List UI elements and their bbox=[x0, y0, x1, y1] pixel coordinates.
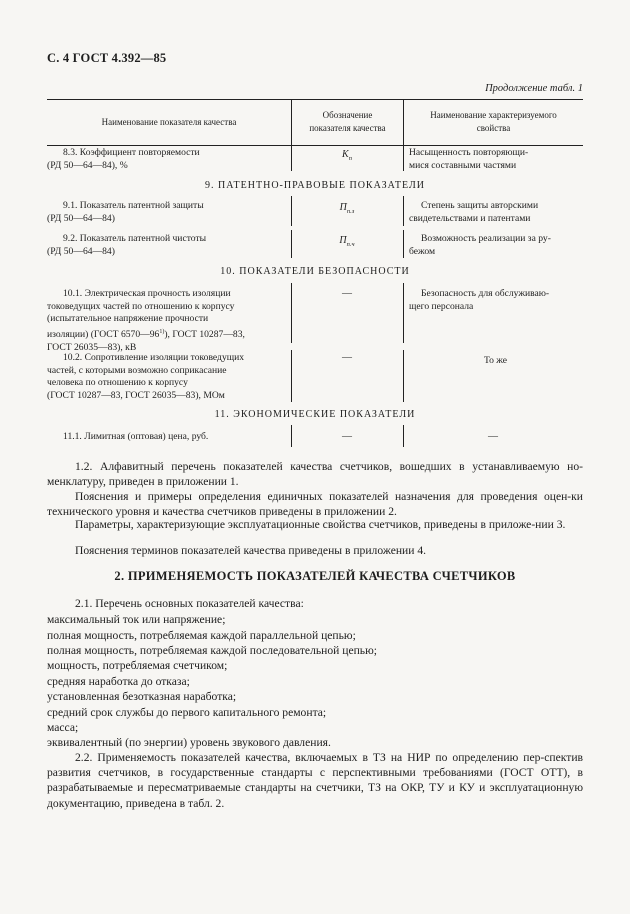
row-divider bbox=[403, 196, 404, 226]
row-divider bbox=[403, 425, 404, 447]
row-10-2-property: То же bbox=[483, 355, 508, 366]
list-item: установленная безотказная наработка; bbox=[47, 690, 237, 703]
row-divider bbox=[291, 230, 292, 258]
paragraph-2-2: 2.2. Применяемость показателей качества, включаемых в ТЗ на НИР по определению пер-спектив развития счетчиков, в государственные стандарты с перспективными требованиями (ГОСТ ОТТ), в разрабатываемые и пересматриваемые стандарты на счетчики, ТЗ на ОКР, ТУ и КУ и эксплуатационную документацию, приведена в табл. 2. bbox=[47, 751, 583, 810]
row-11-1-name: 11.1. Лимитная (оптовая) цена, руб. bbox=[63, 431, 209, 442]
paragraph-appendix-4: Пояснения терминов показателей качества приведены в приложении 4. bbox=[75, 544, 427, 557]
row-divider bbox=[291, 425, 292, 447]
section-10-heading: 10. ПОКАЗАТЕЛИ БЕЗОПАСНОСТИ bbox=[220, 266, 410, 277]
row-9-2-symbol: $П_{п.ч}$ bbox=[339, 235, 355, 248]
list-intro: 2.1. Перечень основных показателей качества: bbox=[75, 597, 304, 610]
row-divider bbox=[403, 230, 404, 258]
row-9-1-property: Степень защиты авторскими свидетельствами и патентами bbox=[409, 200, 539, 224]
table-top-rule bbox=[47, 99, 583, 100]
row-9-2-name: 9.2. Показатель патентной чистоты (РД 50—64—84) bbox=[47, 233, 207, 257]
row-8-3-property: Насыщенность повторяющи- мися составными частями bbox=[409, 147, 529, 171]
paragraph-appendix-3: Параметры, характеризующие эксплуатационные свойства счетчиков, приведены в приложе-нии 3. bbox=[75, 518, 566, 531]
row-9-1-name: 9.1. Показатель патентной защиты (РД 50—64—84) bbox=[47, 200, 204, 224]
row-9-1-symbol: $П_{п.з}$ bbox=[339, 202, 355, 215]
row-10-1-name: 10.1. Электрическая прочность изоляции токоведущих частей по отношению к корпусу (испытательное напряжение прочности изоляции) (ГОСТ 6570—96$^{1)}$), ГОСТ 10287—83, ГОСТ 26035—83), кВ bbox=[47, 288, 245, 353]
page-header: С. 4 ГОСТ 4.392—85 bbox=[47, 51, 167, 65]
list-item: максимальный ток или напряжение; bbox=[47, 613, 226, 626]
section-9-heading: 9. ПАТЕНТНО-ПРАВОВЫЕ ПОКАЗАТЕЛИ bbox=[204, 180, 426, 191]
row-divider bbox=[291, 350, 292, 402]
list-item: масса; bbox=[47, 721, 79, 734]
section-2-title: 2. ПРИМЕНЯЕМОСТЬ ПОКАЗАТЕЛЕЙ КАЧЕСТВА СЧЕТЧИКОВ bbox=[114, 569, 516, 583]
row-8-3-name: 8.3. Коэффициент повторяемости (РД 50—64—84), % bbox=[47, 147, 200, 171]
row-9-2-property: Возможность реализации за ру- бежом bbox=[409, 233, 551, 257]
paragraph-1-2: 1.2. Алфавитный перечень показателей качества счетчиков, вошедших в устанавливаемую но-менклатуру, приведен в приложении 1. bbox=[47, 460, 583, 489]
row-10-1-property: Безопасность для обслуживаю- щего персонала bbox=[409, 288, 550, 312]
row-divider bbox=[403, 283, 404, 343]
list-item: средняя наработка до отказа; bbox=[47, 675, 190, 688]
list-item: полная мощность, потребляемая каждой параллельной цепью; bbox=[47, 629, 356, 642]
row-10-2-name: 10.2. Сопротивление изоляции токоведущих частей, с которыми возможно соприкасание человека по отношению к корпусу (ГОСТ 10287—83, ГОСТ 26035—83), МОм bbox=[47, 352, 245, 401]
row-divider bbox=[291, 283, 292, 343]
row-divider bbox=[403, 146, 404, 171]
header-symbol: Обозначение показателя качества bbox=[309, 110, 386, 133]
row-8-3-symbol: $К_п$ bbox=[342, 149, 352, 162]
row-11-1-symbol: — bbox=[342, 431, 352, 442]
table-continuation-label: Продолжение табл. 1 bbox=[485, 83, 583, 94]
table-header-rule bbox=[47, 145, 583, 146]
header-name: Наименование показателя качества bbox=[101, 117, 237, 127]
row-divider bbox=[291, 146, 292, 171]
list-item: полная мощность, потребляемая каждой последовательной цепью; bbox=[47, 644, 377, 657]
row-divider bbox=[403, 350, 404, 402]
paragraph-appendix-2: Пояснения и примеры определения единичных показателей назначения для проведения оцен-ки технического уровня и качества счетчиков приведены в приложении 2. bbox=[47, 490, 583, 519]
header-property: Наименование характеризуемого свойства bbox=[430, 110, 557, 133]
row-11-1-property: — bbox=[488, 431, 498, 442]
row-10-1-symbol: — bbox=[342, 288, 352, 299]
list-item: средний срок службы до первого капитального ремонта; bbox=[47, 706, 327, 719]
list-item: эквивалентный (по энергии) уровень звукового давления. bbox=[47, 736, 331, 749]
row-10-2-symbol: — bbox=[342, 352, 352, 363]
section-11-heading: 11. ЭКОНОМИЧЕСКИЕ ПОКАЗАТЕЛИ bbox=[214, 409, 416, 420]
list-item: мощность, потребляемая счетчиком; bbox=[47, 659, 228, 672]
row-divider bbox=[291, 196, 292, 226]
